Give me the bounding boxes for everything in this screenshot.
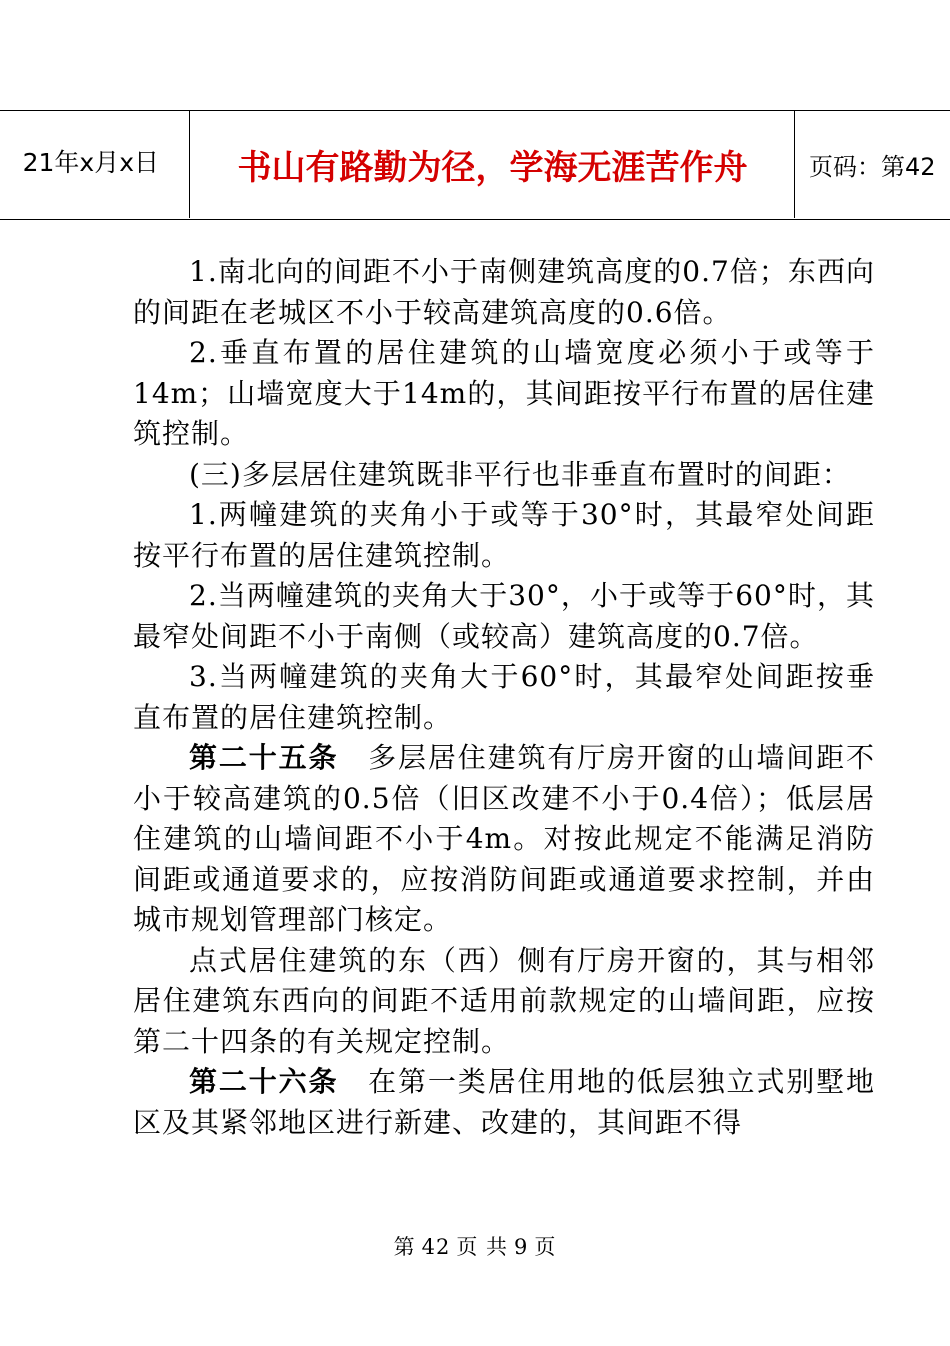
- header-motto-cell: [191, 111, 795, 218]
- paragraph-text: 点式居住建筑的东（西）侧有厅房开窗的，其与相邻居住建筑东西向的间距不适用前款规定的山墙间距，应按第二十四条的有关规定控制。: [133, 943, 875, 1058]
- document-body: [133, 252, 875, 1143]
- paragraph-2: [133, 333, 875, 455]
- footer-suffix: 页: [534, 1235, 557, 1259]
- footer-current-page: 42: [421, 1235, 451, 1259]
- header-date: 21年x月x日: [22, 147, 159, 177]
- article-26: [133, 1062, 875, 1143]
- paragraph-text: (三)多层居住建筑既非平行也非垂直布置时的间距：: [189, 457, 851, 491]
- paragraph-8: [133, 941, 875, 1063]
- paragraph-text: 1.南北向的间距不小于南侧建筑高度的0.7倍；东西向的间距在老城区不小于较高建筑高度的0.6倍。: [133, 255, 875, 329]
- footer-total-pages: 9: [514, 1235, 529, 1259]
- footer-middle: 页 共: [456, 1235, 509, 1259]
- footer-prefix: 第: [393, 1235, 416, 1259]
- paragraph-4: [133, 495, 875, 576]
- header-page-cell: [795, 111, 950, 218]
- paragraph-text: 在第一类居住用地的低层独立式别墅地区及其紧邻地区进行新建、改建的，其间距不得: [133, 1065, 875, 1139]
- header-page-label: 页码：第42: [809, 153, 936, 181]
- paragraph-1: [133, 252, 875, 333]
- paragraph-text: 1.两幢建筑的夹角小于或等于30°时，其最窄处间距按平行布置的居住建筑控制。: [133, 498, 875, 572]
- paragraph-6: [133, 657, 875, 738]
- paragraph-text: 多层居住建筑有厅房开窗的山墙间距不小于较高建筑的0.5倍（旧区改建不小于0.4倍）；低层居住建筑的山墙间距不小于4m。对按此规定不能满足消防间距或通道要求的，应按消防间距或通道要求控制，并由城市规划管理部门核定。: [133, 741, 875, 936]
- header-table: [0, 110, 950, 220]
- paragraph-text: 2.垂直布置的居住建筑的山墙宽度必须小于或等于14m；山墙宽度大于14m的，其间距按平行布置的居住建筑控制。: [133, 336, 875, 450]
- page-footer: [0, 1231, 950, 1261]
- header-date-cell: [0, 111, 190, 218]
- paragraph-text: 2.当两幢建筑的夹角大于30°，小于或等于60°时，其最窄处间距不小于南侧（或较高）建筑高度的0.7倍。: [133, 579, 875, 653]
- article-number: 第二十六条: [189, 1065, 339, 1098]
- paragraph-text: 3.当两幢建筑的夹角大于60°时，其最窄处间距按垂直布置的居住建筑控制。: [133, 660, 875, 734]
- article-number: 第二十五条: [189, 741, 339, 774]
- header-motto: 书山有路勤为径，学海无涯苦作舟: [237, 148, 748, 188]
- paragraph-3: [133, 455, 875, 496]
- article-25: [133, 738, 875, 941]
- paragraph-5: [133, 576, 875, 657]
